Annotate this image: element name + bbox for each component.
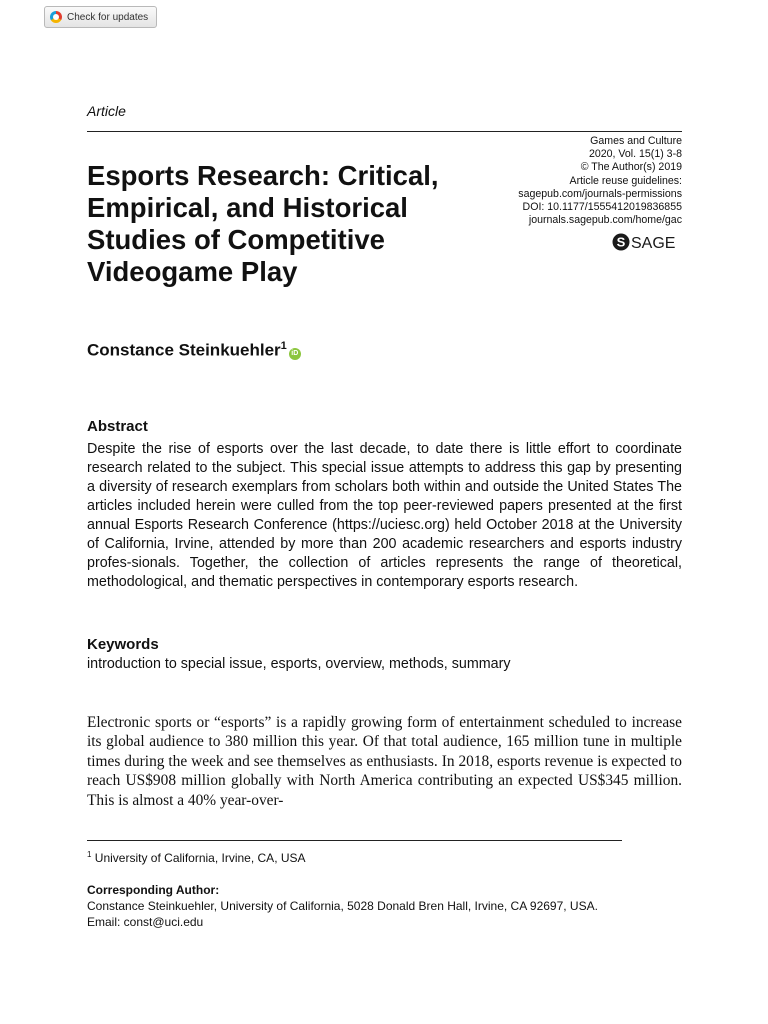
corresponding-email[interactable]: Email: const@uci.edu [87,915,204,929]
sage-logo [612,232,682,252]
footnote-rule [87,840,622,841]
journal-name: Games and Culture [590,135,682,147]
crossmark-icon [50,11,62,23]
permissions-link[interactable]: sagepub.com/journals-permissions [518,187,682,200]
journal-info [518,135,682,227]
footnote-text: University of California, Irvine, CA, USA [94,851,306,865]
orcid-icon[interactable]: iD [289,348,301,360]
journal-home-link[interactable]: journals.sagepub.com/home/gac [528,214,682,227]
abstract-text: Despite the rise of esports over the last decade, to date there is little effort to coordinate research related to the subject. This special issue attempts to address this gap by presenting a diversity of research exemplars from scholars both within and outside the United States The articles included herein were culled from the top peer-reviewed papers presented at the first annual Esports Research Conference (https://uciesc.org) held October 2018 at the University of California, Irvine, attended by more than 200 academic researchers and esports industry profes-sionals. Together, the collection of articles represents the range of theoretical, methodological, and thematic perspectives in contemporary esports research. [87,441,682,590]
article-title: Esports Research: Critical, Empirical, and Historical Studies of Competitive Videogame Play [87,160,439,287]
corresponding-heading: Corresponding Author: [87,883,220,897]
reuse-guidelines-label: Article reuse guidelines: [569,174,682,187]
check-for-updates-label: Check for updates [67,11,149,23]
doi-link[interactable]: DOI: 10.1177/1555412019836855 [522,201,682,214]
article-type-label: Article [87,103,126,119]
author-line [87,340,301,361]
abstract-heading: Abstract [87,418,148,435]
check-for-updates-button[interactable] [44,6,157,28]
journal-volume: 2020, Vol. 15(1) 3-8 [588,148,682,161]
sage-logo-icon [612,232,682,252]
header-rule [87,131,682,132]
publisher-name: SAGE [631,235,676,252]
svg-text:S: S [616,234,626,250]
footnote-mark: 1 [87,850,92,859]
corresponding-author [87,882,598,930]
corresponding-address: Constance Steinkuehler, University of California, 5028 Donald Bren Hall, Irvine, CA 92697, USA. [87,899,598,913]
author-affiliation-mark: 1 [280,340,287,352]
keywords-text: introduction to special issue, esports, overview, methods, summary [87,656,511,672]
body-paragraph: Electronic sports or “esports” is a rapidly growing form of entertainment scheduled to increase its global audience to 380 million this year. Of that total audience, 165 million tune in multiple times during the week and see themselves as enthusiasts. In 2018, esports revenue is expected to reach US$908 million globally with North America contributing an expected US$345 million. This is almost a 40% year-over- [87,714,682,809]
journal-copyright: © The Author(s) 2019 [580,161,682,174]
author-name[interactable]: Constance Steinkuehler [87,340,281,360]
keywords-heading: Keywords [87,636,159,653]
affiliation-footnote [87,850,306,865]
